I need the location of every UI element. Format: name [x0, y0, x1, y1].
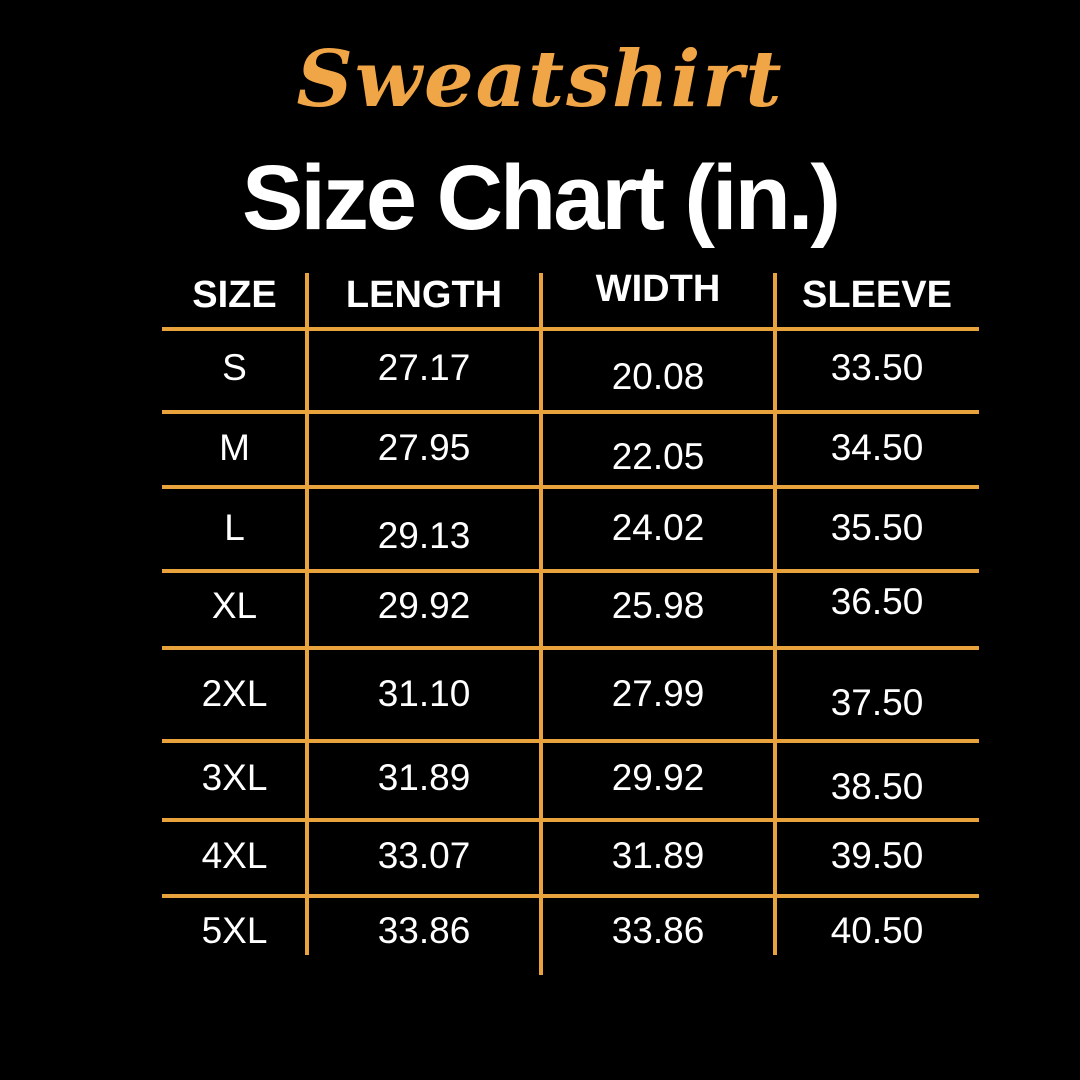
row-divider-5: [162, 739, 979, 743]
table-cell: 25.98: [611, 585, 705, 626]
row-divider-4: [162, 646, 979, 650]
table-cell: 39.50: [830, 835, 924, 876]
table-cell: 36.50: [830, 581, 924, 622]
table-cell: 34.50: [830, 427, 924, 468]
table-cell: M: [219, 427, 250, 468]
table-cell: 2XL: [201, 673, 268, 714]
table-cell: 27.99: [611, 673, 705, 714]
table-cell: 38.50: [830, 766, 924, 807]
header-cell-width: WIDTH: [595, 268, 721, 310]
table-row: [162, 336, 979, 400]
table-cell: 37.50: [830, 682, 924, 723]
table-cell: 20.08: [611, 356, 705, 397]
table-cell: 33.86: [611, 910, 705, 951]
table-row: [162, 416, 979, 480]
row-divider-1: [162, 410, 979, 414]
table-row: [162, 746, 979, 810]
header-cell-sleeve: SLEEVE: [802, 274, 952, 316]
table-cell: XL: [211, 585, 258, 626]
table-cell: 31.89: [611, 835, 705, 876]
table-row: [162, 496, 979, 560]
table-cell: 33.07: [377, 835, 471, 876]
table-row: [162, 662, 979, 726]
table-cell: 40.50: [830, 910, 924, 951]
header-cell-size: SIZE: [192, 274, 277, 316]
table-cell: 24.02: [611, 507, 705, 548]
table-cell: 35.50: [830, 507, 924, 548]
table-cell: 29.92: [377, 585, 471, 626]
table-cell: 3XL: [201, 757, 268, 798]
header-cell-length: LENGTH: [345, 274, 503, 316]
table-header-row: [162, 263, 979, 327]
table-cell: S: [222, 347, 247, 388]
table-cell: 31.10: [377, 673, 471, 714]
table-cell: L: [224, 507, 245, 548]
table-cell: 29.92: [611, 757, 705, 798]
table-cell: 29.13: [377, 515, 471, 556]
table-cell: 22.05: [611, 436, 705, 477]
table-row: [162, 899, 979, 963]
table-cell: 4XL: [201, 835, 268, 876]
table-cell: 5XL: [201, 910, 268, 951]
row-divider-header: [162, 327, 979, 331]
table-cell: 33.50: [830, 347, 924, 388]
table-row: [162, 574, 979, 638]
table-row: [162, 824, 979, 888]
page-title: Size Chart (in.): [241, 147, 839, 249]
row-divider-7: [162, 894, 979, 898]
table-cell: 27.17: [377, 347, 471, 388]
table-cell: 33.86: [377, 910, 471, 951]
table-cell: 27.95: [377, 427, 471, 468]
script-subtitle: Sweatshirt: [296, 34, 784, 125]
table-cell: 31.89: [377, 757, 471, 798]
